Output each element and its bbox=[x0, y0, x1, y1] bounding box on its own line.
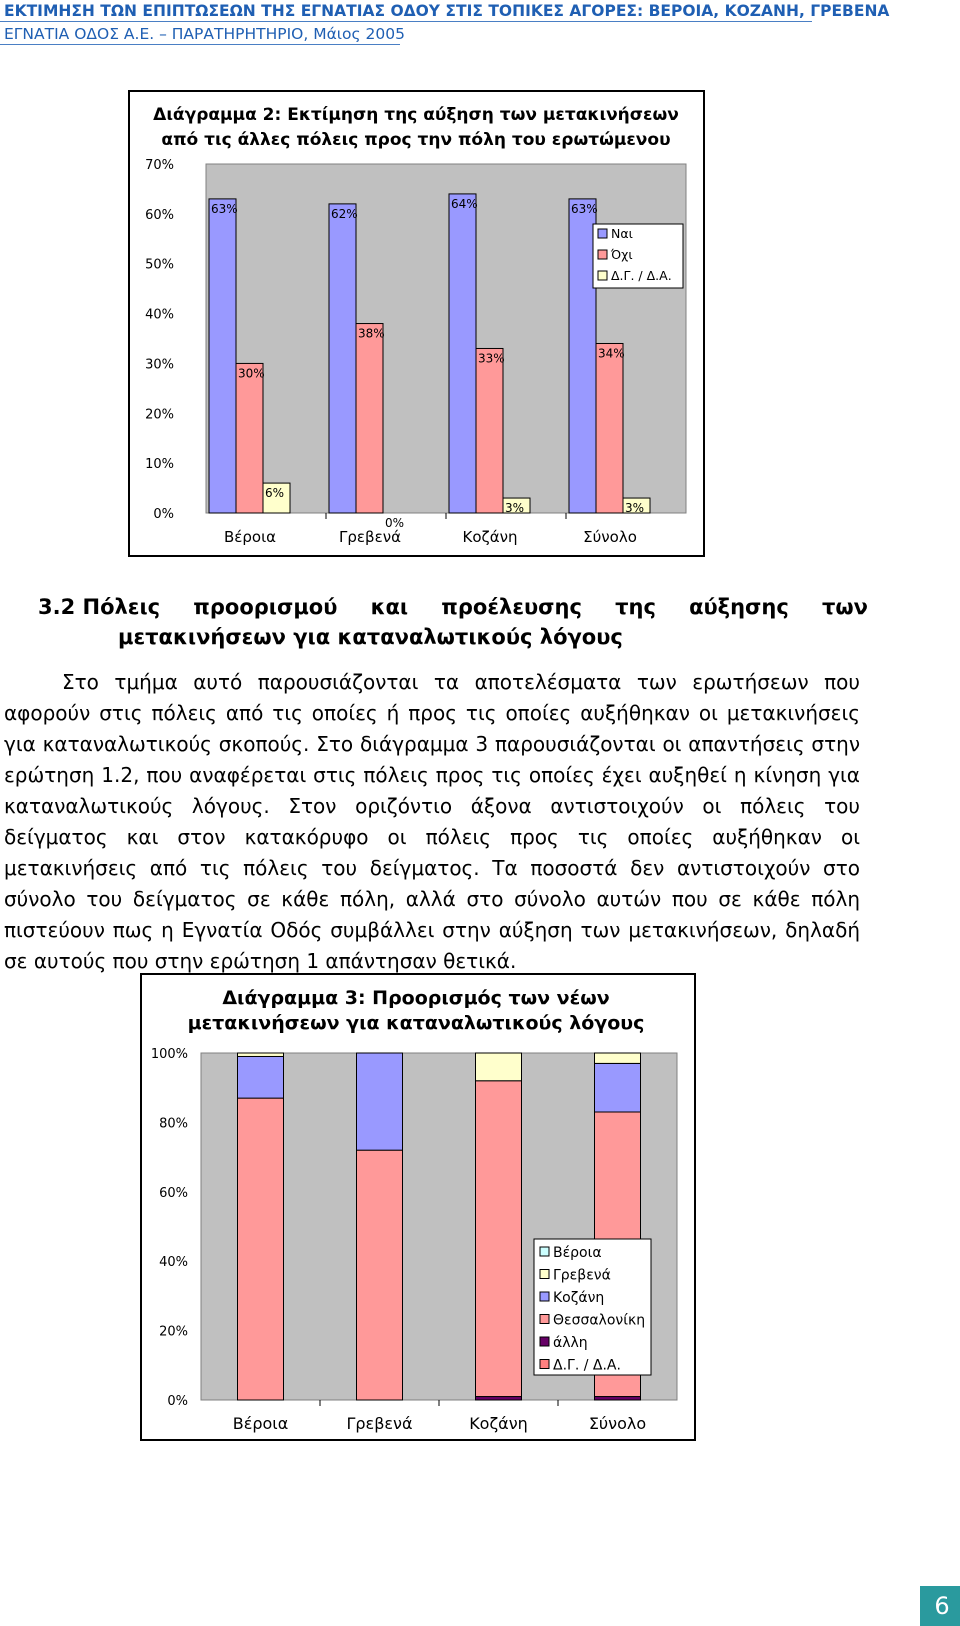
chart-3-frame bbox=[140, 973, 696, 1441]
chart-2-data-label: 34% bbox=[598, 346, 625, 361]
chart-2-bar bbox=[596, 343, 623, 513]
document-header-subtitle: ΕΓΝΑΤΙΑ ΟΔΟΣ Α.Ε. – ΠΑΡΑΤΗΡΗΤΗΡΙΟ, Μάιος 2005 bbox=[4, 25, 405, 43]
chart-3-category-label: Σύνολο bbox=[588, 1414, 647, 1433]
chart-3-category-label: Κοζάνη bbox=[469, 1414, 528, 1433]
section-heading-word: των bbox=[821, 595, 868, 619]
chart-3-bar-segment bbox=[476, 1081, 522, 1397]
chart-2-bar bbox=[356, 324, 383, 513]
chart-2-title-line: Διάγραμμα 2: Εκτίμηση της αύξηση των μετακινήσεων bbox=[153, 105, 679, 125]
chart-2-data-label: 62% bbox=[331, 206, 358, 221]
chart-2-data-label: 3% bbox=[505, 501, 525, 516]
section-heading-word: 3.2 Πόλεις bbox=[38, 595, 161, 619]
chart-2-category-label: Γρεβενά bbox=[339, 528, 401, 546]
chart-2 bbox=[130, 92, 703, 555]
chart-2-data-label: 38% bbox=[358, 326, 385, 341]
chart-2-y-tick-label: 60% bbox=[145, 207, 174, 223]
chart-2-legend-label: Όχι bbox=[611, 247, 633, 262]
chart-2-data-label: 63% bbox=[211, 201, 238, 216]
chart-3-legend-label: Θεσσαλονίκη bbox=[553, 1312, 646, 1329]
chart-3-y-tick-label: 80% bbox=[159, 1116, 188, 1132]
chart-2-bar bbox=[476, 348, 503, 513]
chart-3-bar-segment bbox=[476, 1397, 522, 1400]
chart-2-data-label: 3% bbox=[625, 501, 645, 516]
chart-2-y-tick-label: 10% bbox=[145, 457, 174, 473]
chart-3-category-label: Βέροια bbox=[232, 1414, 289, 1433]
chart-2-title-line: από τις άλλες πόλεις προς την πόλη του ερωτώμενου bbox=[161, 130, 671, 150]
chart-3-legend-label: Βέροια bbox=[553, 1245, 602, 1261]
chart-3-y-tick-label: 40% bbox=[159, 1255, 188, 1271]
chart-2-y-tick-label: 40% bbox=[145, 307, 174, 323]
chart-2-legend-swatch bbox=[598, 229, 607, 238]
chart-2-y-tick-label: 20% bbox=[145, 407, 174, 423]
chart-3-bar-segment bbox=[476, 1053, 522, 1081]
chart-2-category-label: Σύνολο bbox=[583, 528, 637, 546]
chart-3-legend-swatch bbox=[540, 1292, 549, 1301]
section-heading-line2: μετακινήσεων για καταναλωτικούς λόγους bbox=[118, 625, 623, 649]
section-heading-line1 bbox=[38, 592, 868, 622]
chart-2-frame bbox=[128, 90, 705, 557]
chart-2-y-tick-label: 0% bbox=[153, 507, 174, 522]
chart-2-bar bbox=[329, 204, 356, 513]
chart-3-bar-segment bbox=[357, 1053, 403, 1150]
chart-3-y-tick-label: 100% bbox=[150, 1047, 188, 1062]
chart-3-y-tick-label: 60% bbox=[159, 1185, 188, 1201]
chart-3-bar-segment bbox=[595, 1063, 641, 1112]
header-underline bbox=[0, 21, 812, 22]
chart-2-bar bbox=[449, 194, 476, 513]
chart-3-bar-segment bbox=[595, 1397, 641, 1400]
chart-2-legend-label: Δ.Γ. / Δ.Α. bbox=[611, 268, 672, 283]
chart-3-legend-swatch bbox=[540, 1247, 549, 1256]
chart-3-bar-segment bbox=[357, 1150, 403, 1400]
chart-3-y-tick-label: 20% bbox=[159, 1324, 188, 1340]
section-heading-word: προορισμού bbox=[193, 595, 338, 619]
chart-2-data-label: 6% bbox=[265, 486, 285, 501]
chart-3-title-line: Διάγραμμα 3: Προορισμός των νέων bbox=[222, 987, 610, 1009]
chart-2-legend-swatch bbox=[598, 271, 607, 280]
chart-2-data-label: 30% bbox=[238, 366, 265, 381]
section-heading-word: και bbox=[370, 595, 409, 619]
section-heading bbox=[38, 592, 868, 652]
chart-3-legend-label: Κοζάνη bbox=[553, 1290, 605, 1306]
chart-2-legend-label: Ναι bbox=[611, 226, 633, 241]
chart-2-bar bbox=[569, 199, 596, 513]
chart-3-legend-swatch bbox=[540, 1270, 549, 1279]
chart-3-legend-label: Γρεβενά bbox=[553, 1267, 611, 1284]
chart-2-data-label: 64% bbox=[451, 196, 478, 211]
chart-3-legend-swatch bbox=[540, 1360, 549, 1369]
chart-2-data-label: 33% bbox=[478, 351, 505, 366]
chart-2-y-tick-label: 50% bbox=[145, 257, 174, 273]
chart-3-bar-segment bbox=[238, 1056, 284, 1098]
header-subtitle-underline bbox=[0, 44, 400, 45]
chart-3 bbox=[142, 975, 694, 1439]
chart-3-title-line: μετακινήσεων για καταναλωτικούς λόγους bbox=[187, 1012, 645, 1034]
page-number: 6 bbox=[920, 1586, 960, 1626]
chart-2-category-label: Βέροια bbox=[223, 528, 277, 546]
chart-3-legend-swatch bbox=[540, 1337, 549, 1346]
body-paragraph: Στο τμήμα αυτό παρουσιάζονται τα αποτελέσματα των ερωτήσεων που αφορούν στις πόλεις από τις οποίες ή προς τις οποίες αυξήθηκαν οι μετακινήσεις για καταναλωτικούς σκοπούς. Στο διάγραμμα 3 παρουσιάζονται οι απαντήσεις στην ερώτηση 1.2, που αναφέρεται στις πόλεις προς τις οποίες έχει αυξηθεί η κίνηση για καταναλωτικούς λόγους. Στον οριζόντιο άξονα αντιστοιχούν οι πόλεις του δείγματος και στον κατακόρυφο οι πόλεις προς τις οποίες αυξήθηκαν οι μετακινήσεις από τις πόλεις του δείγματος. Τα ποσοστά δεν αντιστοιχούν στο σύνολο του δείγματος σε κάθε πόλη, αλλά στο σύνολο αυτών που σε κάθε πόλη πιστεύουν πως η Εγνατία Οδός συμβάλλει στην αύξηση των μετακινήσεων, δηλαδή σε αυτούς που στην ερώτηση 1 απάντησαν θετικά. bbox=[4, 670, 860, 973]
section-heading-word: της bbox=[615, 595, 656, 619]
chart-3-bar-segment bbox=[595, 1053, 641, 1063]
section-heading-word: αύξησης bbox=[689, 595, 789, 619]
chart-2-bar bbox=[209, 199, 236, 513]
chart-3-bar-segment bbox=[238, 1098, 284, 1400]
chart-3-legend-label: Δ.Γ. / Δ.Α. bbox=[553, 1357, 621, 1374]
chart-3-bar-segment bbox=[238, 1053, 284, 1056]
chart-3-y-tick-label: 0% bbox=[167, 1394, 188, 1409]
chart-2-y-tick-label: 30% bbox=[145, 357, 174, 373]
chart-3-category-label: Γρεβενά bbox=[346, 1414, 413, 1433]
chart-3-legend-label: άλλη bbox=[553, 1335, 588, 1351]
chart-2-data-label: 0% bbox=[385, 516, 405, 530]
chart-2-legend-swatch bbox=[598, 250, 607, 259]
document-header-title: ΕΚΤΙΜΗΣΗ ΤΩΝ ΕΠΙΠΤΩΣΕΩΝ ΤΗΣ ΕΓΝΑΤΙΑΣ ΟΔΟΥ ΣΤΙΣ ΤΟΠΙΚΕΣ ΑΓΟΡΕΣ: ΒΕΡΟΙΑ, ΚΟΖΑΝΗ, ΓΡΕΒΕΝΑ bbox=[4, 2, 890, 20]
chart-2-category-label: Κοζάνη bbox=[462, 528, 518, 546]
chart-3-legend-swatch bbox=[540, 1315, 549, 1324]
section-heading-word: προέλευσης bbox=[441, 595, 582, 619]
chart-2-bar bbox=[236, 363, 263, 513]
chart-2-data-label: 63% bbox=[571, 201, 598, 216]
chart-2-y-tick-label: 70% bbox=[145, 158, 174, 173]
